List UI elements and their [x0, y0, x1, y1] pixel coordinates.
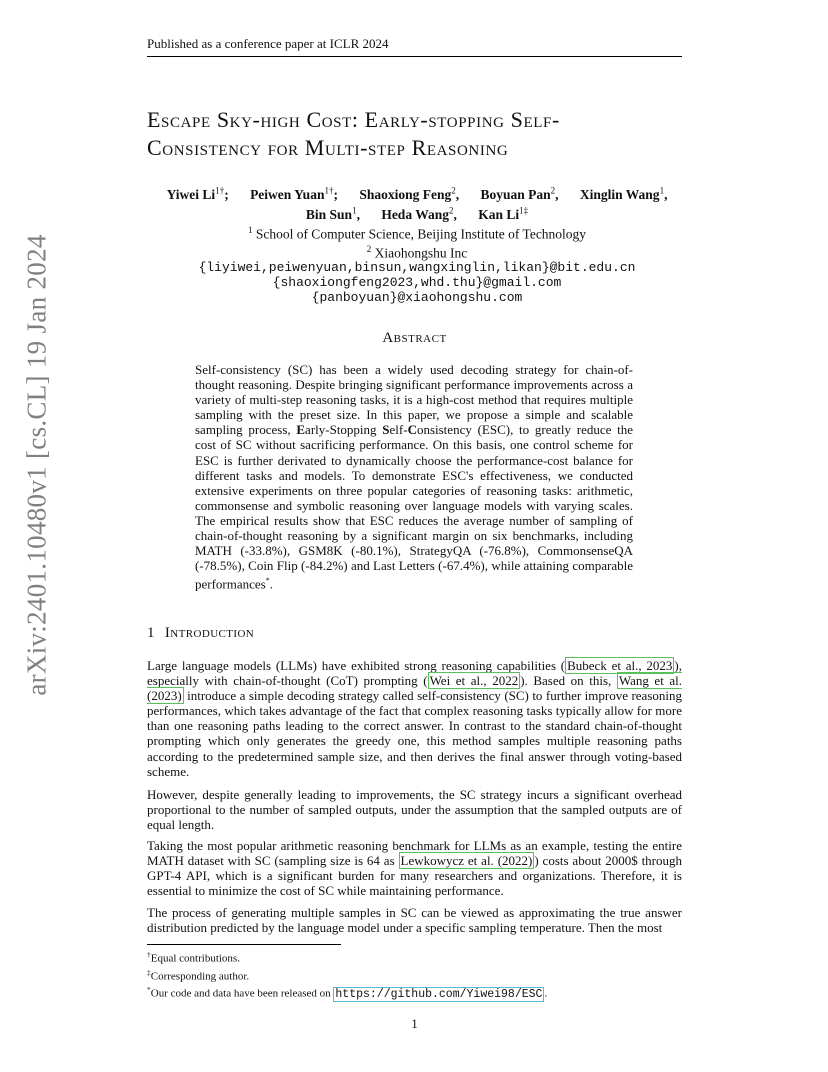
affiliation-2: $^2$ Xiaohongshu Inc — [366, 243, 468, 260]
intro-paragraph-3: Taking the most popular arithmetic reasoning benchmark for LLMs as an example, testing the entire MATH dataset with SC (sampling size is 64 as Lewkowycz et al. (2022) ) costs about 2000$ through GPT-4 API, which is a significant burden for many researchers and organizations. Therefore, it is essential to minimize the cost of SC while maintaining performance. — [147, 838, 683, 899]
author-name: Xinglin Wang$^1$, — [579, 185, 668, 202]
arxiv-identifier-text: arXiv:2401.10480v1 [cs.CL] 19 Jan 2024 — [21, 234, 52, 696]
email-line-2: {shaoxiongfeng2023,whd.thu}@gmail.com — [272, 275, 562, 290]
citation-link[interactable]: Lewkowycz et al. (2022) — [400, 853, 533, 869]
footnote-equal-contribution: †Equal contributions. — [147, 950, 240, 965]
email-line-3: {panboyuan}@xiaohongshu.com — [311, 290, 523, 305]
author-name: Shaoxiong Feng$^2$, — [359, 185, 460, 202]
github-link[interactable]: https://github.com/Yiwei98/ESC — [335, 987, 543, 1001]
paper-title — [147, 106, 687, 162]
intro-paragraph-2: However, despite generally leading to improvements, the SC strategy incurs a significant overhead proportional to the number of sampled outputs, under the assumption that the sampled outputs are of equal length. — [147, 787, 682, 833]
abstract-text: Self-consistency (SC) has been a widely used decoding strategy for chain-of-thought reasoning. Despite bringing significant performance improvements across a variety of multi-step reasoning tasks, it is a high-cost method that requires multiple sampling with the preset size. In this paper, we propose a simple and scalable sampling process, Early-Stopping Self-Consistency (ESC), to greatly reduce the cost of SC without sacrificing performance. On this basis, one control scheme for ESC is further derivated to dynamically choose the performance-cost balance for different tasks and models. To demonstrate ESC's effectiveness, we conducted extensive experiments on three popular categories of reasoning tasks: arithmetic, commonsense and symbolic reasoning over language models with varying scales. The empirical results show that ESC reduces the average number of sampling of chain-of-thought reasoning by a significant margin on six benchmarks, including MATH (-33.8%), GSM8K (-80.1%), StrategyQA (-76.8%), CommonsenseQA (-78.5%), Coin Flip (-84.2%) and Last Letters (-67.4%), while attaining comparable performances*. — [195, 362, 633, 592]
page-number: 1 — [411, 1016, 418, 1031]
title-line-2: Consistency for Multi-step Reasoning — [147, 135, 509, 160]
author-name: Heda Wang$^2$, — [381, 205, 457, 222]
footnotes — [147, 948, 682, 1002]
affiliation-1: $^1$ School of Computer Science, Beijing Institute of Technology — [247, 225, 587, 242]
footnote-code-release: *Our code and data have been released on https://github.com/Yiwei98/ESC . — [147, 985, 548, 1001]
footnote-divider — [147, 944, 341, 945]
abstract-heading: Abstract — [382, 330, 447, 346]
author-name: Kan $Li^{1\ddagger}$ — [478, 205, 529, 222]
section-title: Introduction — [164, 625, 255, 641]
intro-paragraph-1: Large language models (LLMs) have exhibited strong reasoning capabilities ( Bubeck et al., 2023 ), especially with chain-of-thought (CoT) prompting ( Wei et al., 2022 ). Based on this, Wang et al. (2023) introduce a simple decoding strategy called self-consistency (SC) to further improve reasoning performances, which takes advantage of the fact that complex reasoning tasks typically allow for more than one reasoning paths leading to the correct answer. In contrast to the standard chain-of-thought prompting which only generates the greedy one, this method samples multiple reasoning paths according to the predetermined sample size, and then derives the final answer through voting-based scheme. — [147, 658, 683, 779]
running-header: Published as a conference paper at ICLR 2024 — [147, 36, 682, 57]
title-line-1: Escape Sky-high Cost: Early-stopping Self- — [147, 107, 560, 132]
author-name: Boyuan Pan$^2$, — [480, 185, 559, 202]
author-name: Peiwen Yuan$^{1\dagger}$; — [250, 185, 338, 202]
author-row-2 — [147, 203, 687, 224]
author-block — [147, 182, 687, 305]
citation-link[interactable]: Wang et al. (2023) — [147, 673, 683, 704]
email-line-1: {liyiwei,peiwenyuan,binsun,wangxinglin,likan}@bit.edu.cn — [198, 260, 636, 275]
author-name: Yiwei $Li^{1\dagger}$; — [166, 185, 229, 202]
citation-link[interactable]: Wei et al., 2022 — [429, 673, 519, 689]
intro-paragraph-4: The process of generating multiple samples in SC can be viewed as approximating the true answer distribution predicted by the language model under a specific sampling temperature. Then the most — [147, 905, 682, 936]
citation-link[interactable]: Bubeck et al., 2023 — [567, 658, 673, 673]
author-name: Bin Sun$^1$, — [305, 205, 360, 222]
section-heading-introduction — [147, 625, 254, 642]
author-row-1 — [147, 182, 687, 203]
section-number: 1 — [147, 625, 155, 641]
footnote-corresponding-author: ‡Corresponding author. — [147, 967, 250, 983]
